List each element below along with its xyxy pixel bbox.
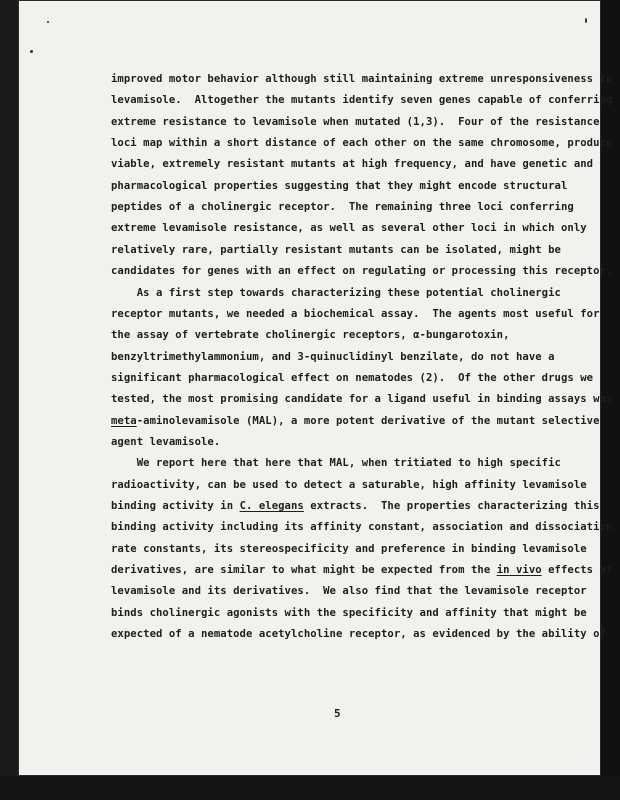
- text-segment: effects of: [541, 564, 613, 577]
- text-segment: binding activity in: [111, 500, 240, 512]
- text-segment: derivatives, are similar to what might be expected from the: [111, 564, 497, 577]
- scan-border-bottom: [0, 776, 620, 800]
- text-line: [111, 287, 561, 299]
- text-segment: loci map within a short distance of each other on the same chromosome, produce: [111, 137, 613, 150]
- text-segment: binds cholinergic agonists with the specificity and affinity that might be: [111, 606, 587, 619]
- text-line: [111, 628, 606, 640]
- underlined-term: in vivo: [496, 564, 542, 577]
- underlined-term: meta: [111, 414, 137, 427]
- text-segment: binding activity including its affinity constant, association and dissociation: [111, 521, 613, 534]
- text-segment: expected of a nematode acetylcholine receptor, as evidenced by the ability of: [111, 628, 606, 641]
- text-segment: the assay of vertebrate cholinergic receptors, α-bungarotoxin,: [111, 329, 510, 342]
- text-line: [111, 180, 567, 192]
- text-line: [111, 308, 600, 320]
- text-segment: As a first step towards characterizing these potential cholinergic: [111, 286, 561, 299]
- text-line: [111, 201, 574, 213]
- text-segment: extreme levamisole resistance, as well as several other loci in which only: [111, 222, 587, 235]
- text-line: [111, 543, 587, 555]
- text-line: [111, 393, 612, 405]
- text-line: [111, 94, 612, 106]
- text-line: [111, 351, 555, 363]
- text-segment: candidates for genes with an effect on regulating or processing this receptor.: [111, 265, 613, 278]
- text-segment: We report here that here that MAL, when tritiated to high specific: [111, 457, 561, 470]
- text-segment: significant pharmacological effect on nematodes (2). Of the other drugs we: [111, 371, 594, 384]
- scan-speck: [47, 21, 49, 23]
- text-line: [111, 479, 587, 491]
- text-segment: -aminolevamisole (MAL), a more potent derivative of the mutant selective: [136, 414, 600, 427]
- text-segment: levamisole and its derivatives. We also find that the levamisole receptor: [111, 585, 587, 598]
- text-line: [111, 436, 220, 448]
- text-line: [111, 158, 593, 170]
- text-line: [111, 372, 593, 384]
- text-line: [111, 222, 587, 234]
- text-segment: levamisole. Altogether the mutants identify seven genes capable of conferring: [111, 94, 613, 107]
- text-line: [111, 564, 612, 576]
- text-line: [111, 585, 587, 597]
- scan-speck: [30, 50, 33, 53]
- text-segment: radioactivity, can be used to detect a saturable, high affinity levamisole: [111, 478, 587, 491]
- text-line: [111, 521, 612, 533]
- text-line: [111, 457, 561, 469]
- text-segment: agent levamisole.: [111, 435, 221, 448]
- text-segment: peptides of a cholinergic receptor. The remaining three loci conferring: [111, 201, 574, 214]
- text-line: [111, 73, 612, 85]
- text-line: [111, 116, 600, 128]
- text-segment: relatively rare, partially resistant mutants can be isolated, might be: [111, 243, 561, 256]
- text-segment: rate constants, its stereospecificity and preference in binding levamisole: [111, 542, 587, 555]
- text-line: [111, 500, 600, 512]
- text-segment: viable, extremely resistant mutants at high frequency, and have genetic and: [111, 158, 594, 171]
- text-line: [111, 607, 587, 619]
- text-segment: extracts. The properties characterizing this: [303, 500, 600, 512]
- page-number: 5: [334, 707, 341, 720]
- text-line: [111, 244, 561, 256]
- scan-speck: [585, 18, 587, 23]
- text-line: [111, 137, 612, 149]
- text-line: [111, 415, 600, 427]
- text-line: [111, 329, 510, 341]
- text-line: [111, 265, 612, 277]
- underlined-term: C. elegans: [239, 500, 304, 512]
- text-segment: improved motor behavior although still maintaining extreme unresponsiveness to: [111, 73, 613, 85]
- text-segment: tested, the most promising candidate for a ligand useful in binding assays was: [111, 393, 613, 406]
- text-segment: benzyltrimethylammonium, and 3-quinuclidinyl benzilate, do not have a: [111, 350, 555, 363]
- text-segment: pharmacological properties suggesting that they might encode structural: [111, 179, 568, 192]
- text-segment: receptor mutants, we needed a biochemical assay. The agents most useful for: [111, 307, 600, 320]
- text-segment: extreme resistance to levamisole when mutated (1,3). Four of the resistance: [111, 115, 600, 128]
